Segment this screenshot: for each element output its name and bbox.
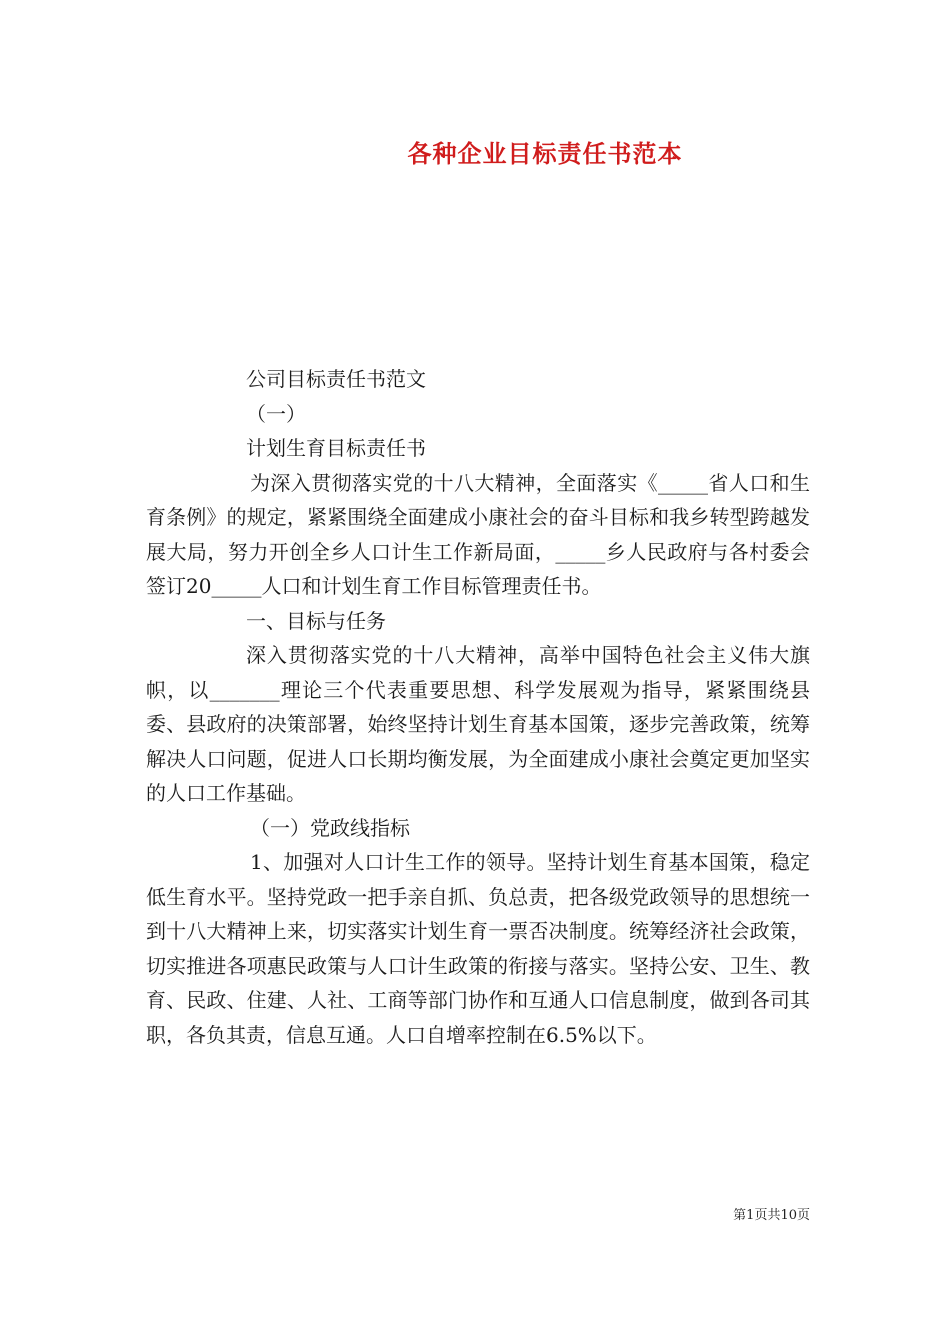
- document-title: 各种企业目标责任书范本: [407, 140, 683, 168]
- paragraph-leadership: 1、加强对人口计生工作的领导。坚持计划生育基本国策，稳定低生育水平。坚持党政一把手亲自抓、负总责，把各级党政领导的思想统一到十八大精神上来，切实落实计划生育一票否决制度。统筹经济社会政策，切实推进各项惠民政策与人口计生政策的衔接与落实。坚持公安、卫生、教育、民政、住建、人社、工商等部门协作和互通人口信息制度，做到各司其职，各负其责，信息互通。人口自增率控制在6.5%以下。: [146, 850, 810, 1047]
- heading-family-planning: 计划生育目标责任书: [246, 436, 426, 460]
- paragraph-goals: 深入贯彻落实党的十八大精神，高举中国特色社会主义伟大旗帜，以_______理论三个代表重要思想、科学发展观为指导，紧紧围绕县委、县政府的决策部署，始终坚持计划生育基本国策，逐步完善政策，统筹解决人口问题，促进人口长期均衡发展，为全面建成小康社会奠定更加坚实的人口工作基础。: [146, 643, 810, 805]
- heading-company-responsibility: 公司目标责任书范文: [246, 367, 426, 391]
- page-indicator: 第1页共10页: [733, 1208, 810, 1223]
- paragraph-intro: 为深入贯彻落实党的十八大精神，全面落实《_____省人口和生育条例》的规定，紧紧围绕全面建成小康社会的奋斗目标和我乡转型跨越发展大局，努力开创全乡人口计生工作新局面，_____乡人民政府与各村委会签订20_____人口和计划生育工作目标管理责任书。: [146, 470, 810, 598]
- document-body: [146, 362, 810, 1052]
- heading-part-one: （一）: [246, 401, 306, 426]
- subsection-party-government: （一）党政线指标: [250, 815, 410, 840]
- section-goals-tasks: 一、目标与任务: [246, 608, 386, 633]
